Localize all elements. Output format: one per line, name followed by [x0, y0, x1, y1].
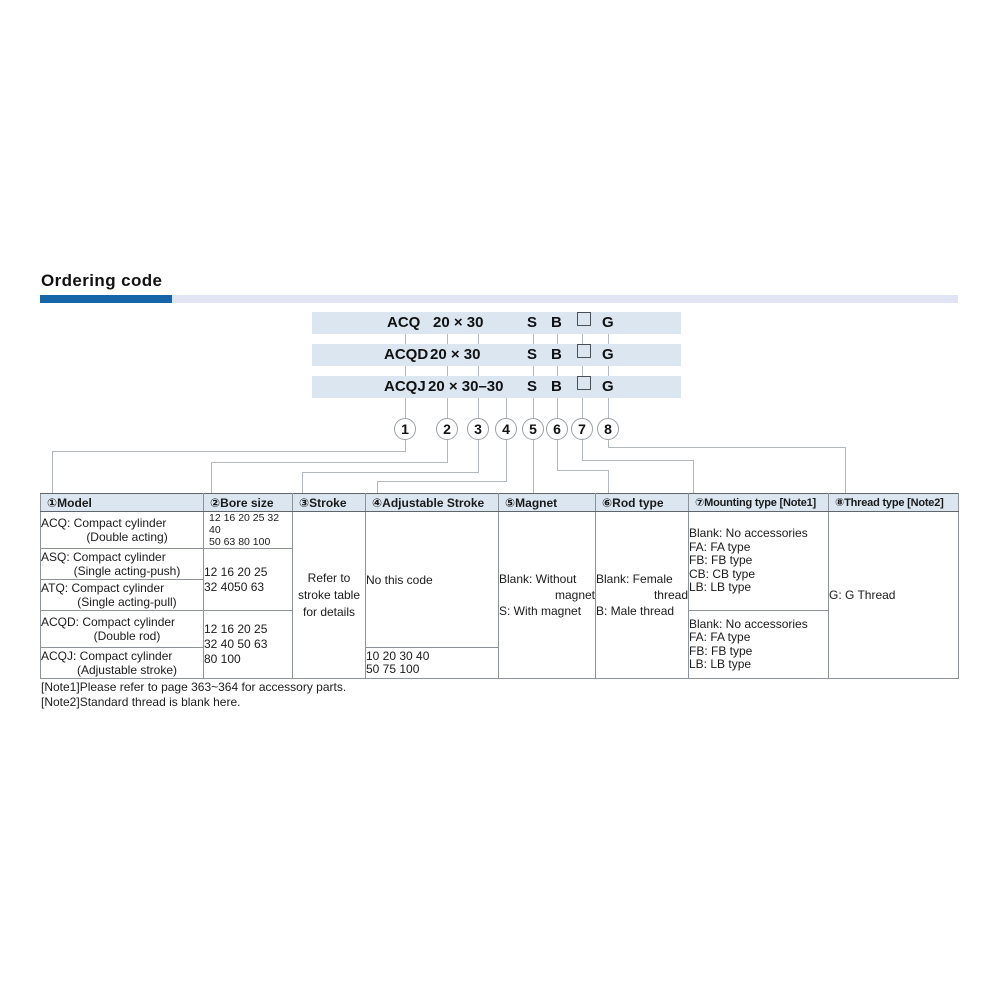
cell-bore-acqd-acqj: 12 16 20 25 32 40 50 63 80 100: [204, 611, 293, 679]
cell-adjustable-stroke-lower: 10 20 30 40 50 75 100: [366, 648, 499, 679]
header-row: [41, 494, 959, 512]
tick-line: [506, 398, 507, 418]
tick-line: [447, 398, 448, 418]
code-bar-acqd: [312, 344, 681, 366]
connector-line: [506, 440, 507, 481]
code-magnet: S: [527, 378, 538, 395]
connector-line: [608, 447, 846, 448]
connector-line: [557, 440, 558, 470]
connector-line: [377, 481, 507, 482]
position-marker-6: 6: [546, 418, 568, 440]
blank-square-box-icon: [577, 312, 591, 326]
th-magnet: ⑤Magnet: [499, 494, 596, 512]
connector-line: [608, 470, 609, 493]
tick-line: [582, 366, 583, 376]
code-magnet: S: [527, 314, 538, 331]
tick-line: [478, 366, 479, 376]
tick-line: [608, 366, 609, 376]
cell-mounting-upper: Blank: No accessories FA: FA type FB: FB type CB: CB type LB: LB type: [689, 512, 829, 611]
blank-square-box-icon: [577, 344, 591, 358]
th-thread-type: ⑧Thread type [Note2]: [829, 494, 959, 512]
code-size: 20 × 30–30: [428, 378, 504, 395]
position-marker-3: 3: [467, 418, 489, 440]
connector-line: [447, 440, 448, 462]
code-rod: B: [551, 314, 562, 331]
connector-line: [478, 440, 479, 472]
cell-model-atq: ATQ: Compact cylinder (Single acting-pull): [41, 580, 204, 611]
connector-line: [533, 440, 534, 493]
title-underline-light: [172, 295, 958, 303]
tick-line: [557, 366, 558, 376]
cell-mounting-lower: Blank: No accessories FA: FA type FB: FB type LB: LB type: [689, 611, 829, 679]
tick-line: [405, 398, 406, 418]
page-title: Ordering code: [41, 271, 163, 290]
tick-line: [557, 334, 558, 344]
cell-rod-type: Blank: Female thread B: Male thread: [596, 512, 689, 679]
th-adjustable-stroke: ④Adjustable Stroke: [366, 494, 499, 512]
position-marker-4: 4: [495, 418, 517, 440]
ordering-code-table: [40, 493, 959, 679]
code-magnet: S: [527, 346, 538, 363]
tick-line: [447, 334, 448, 344]
code-thread: G: [602, 346, 614, 363]
connector-line: [845, 447, 846, 493]
connector-line: [582, 440, 583, 460]
connector-line: [582, 460, 694, 461]
cell-model-acqd: ACQD: Compact cylinder (Double rod): [41, 611, 204, 648]
connector-line: [52, 451, 53, 493]
tick-line: [608, 398, 609, 418]
code-thread: G: [602, 314, 614, 331]
code-model: ACQJ: [384, 378, 426, 395]
cell-model-acq: ACQ: Compact cylinder (Double acting): [41, 512, 204, 549]
code-bar-acqj: [312, 376, 681, 398]
position-marker-1: 1: [394, 418, 416, 440]
tick-line: [533, 366, 534, 376]
tick-line: [447, 366, 448, 376]
blank-square-box-icon: [577, 376, 591, 390]
code-rod: B: [551, 378, 562, 395]
connector-line: [557, 470, 609, 471]
cell-magnet: Blank: Without magnet S: With magnet: [499, 512, 596, 679]
connector-line: [608, 440, 609, 447]
code-thread: G: [602, 378, 614, 395]
note-2: [Note2]Standard thread is blank here.: [41, 695, 241, 709]
tick-line: [405, 334, 406, 344]
code-rod: B: [551, 346, 562, 363]
tick-line: [582, 334, 583, 344]
tick-line: [582, 398, 583, 418]
code-size: 20 × 30: [430, 346, 481, 363]
code-model: ACQ: [387, 314, 421, 331]
th-mounting-type: ⑦Mounting type [Note1]: [689, 494, 829, 512]
cell-bore-acq: 12 16 20 25 32 40 50 63 80 100: [204, 512, 293, 549]
code-size: 20 × 30: [433, 314, 484, 331]
tick-line: [608, 334, 609, 344]
position-marker-7: 7: [571, 418, 593, 440]
position-marker-8: 8: [597, 418, 619, 440]
tick-line: [533, 334, 534, 344]
code-model: ACQD: [384, 346, 429, 363]
tick-line: [533, 398, 534, 418]
cell-adjustable-stroke-upper: No this code: [366, 512, 499, 648]
connector-line: [211, 462, 448, 463]
cell-model-asq: ASQ: Compact cylinder (Single acting-push): [41, 549, 204, 580]
th-bore-size: ②Bore size: [204, 494, 293, 512]
tick-line: [557, 398, 558, 418]
cell-model-acqj: ACQJ: Compact cylinder (Adjustable stroke): [41, 648, 204, 679]
connector-line: [377, 481, 378, 493]
connector-line: [211, 462, 212, 493]
connector-line: [405, 440, 406, 451]
connector-line: [693, 460, 694, 493]
code-bar-acq: [312, 312, 681, 334]
th-model: ①Model: [41, 494, 204, 512]
tick-line: [478, 398, 479, 418]
th-rod-type: ⑥Rod type: [596, 494, 689, 512]
position-marker-5: 5: [522, 418, 544, 440]
title-underline-dark: [40, 295, 172, 303]
table-row: [41, 512, 959, 549]
tick-line: [478, 334, 479, 344]
cell-bore-asq-atq: 12 16 20 25 32 4050 63: [204, 549, 293, 611]
position-marker-2: 2: [436, 418, 458, 440]
connector-line: [302, 472, 303, 493]
cell-stroke: Refer to stroke table for details: [293, 512, 366, 679]
th-stroke: ③Stroke: [293, 494, 366, 512]
note-1: [Note1]Please refer to page 363~364 for accessory parts.: [41, 680, 347, 694]
cell-thread-type: G: G Thread: [829, 512, 959, 679]
tick-line: [405, 366, 406, 376]
connector-line: [52, 451, 406, 452]
connector-line: [302, 472, 479, 473]
